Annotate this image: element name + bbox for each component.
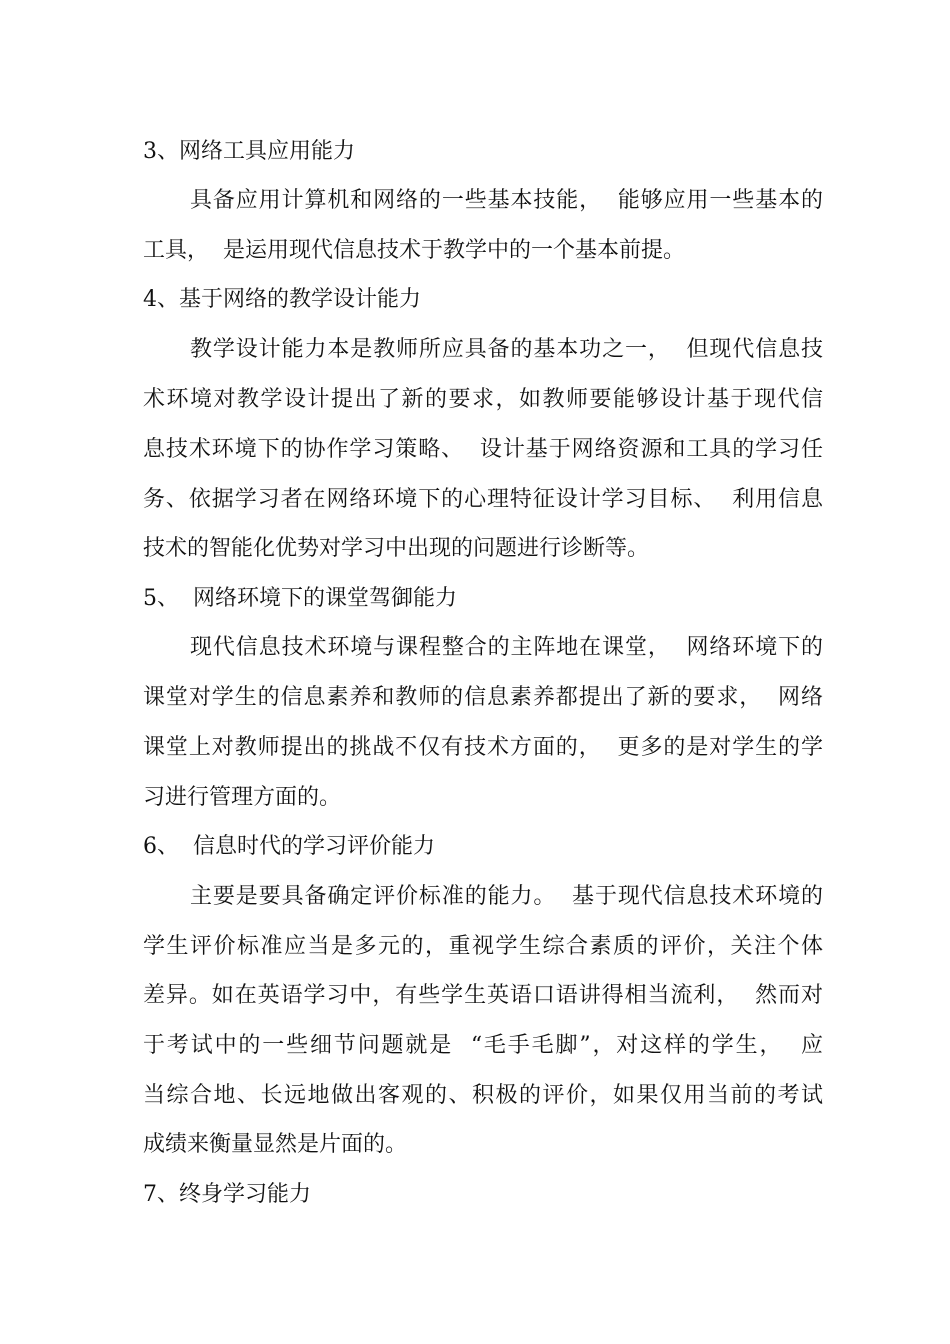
paragraph-line: 教学设计能力本是教师所应具备的基本功之一， 但现代信息技	[190, 337, 823, 362]
paragraph-line: 息技术环境下的协作学习策略、 设计基于网络资源和工具的学习任	[143, 437, 823, 462]
section-heading-6: 6、 信息时代的学习评价能力	[143, 834, 435, 859]
paragraph-line: 具备应用计算机和网络的一些基本技能， 能够应用一些基本的	[190, 188, 823, 213]
paragraph-line: 当综合地、长远地做出客观的、积极的评价，如果仅用当前的考试	[143, 1083, 823, 1108]
paragraph-line: 课堂对学生的信息素养和教师的信息素养都提出了新的要求， 网络	[143, 685, 823, 710]
paragraph-line: 成绩来衡量显然是片面的。	[143, 1132, 408, 1157]
paragraph-line: 务、依据学习者在网络环境下的心理特征设计学习目标、 利用信息	[143, 487, 823, 512]
section-heading-7: 7、终身学习能力	[143, 1182, 311, 1207]
paragraph-line: 学生评价标准应当是多元的，重视学生综合素质的评价，关注个体	[143, 934, 823, 959]
paragraph-line: 习进行管理方面的。	[143, 785, 342, 810]
paragraph-line: 术环境对教学设计提出了新的要求，如教师要能够设计基于现代信	[143, 387, 823, 412]
paragraph-line: 现代信息技术环境与课程整合的主阵地在课堂， 网络环境下的	[190, 635, 823, 660]
section-heading-4: 4、基于网络的教学设计能力	[143, 287, 421, 312]
section-heading-5: 5、 网络环境下的课堂驾御能力	[143, 586, 457, 611]
paragraph-line: 差异。如在英语学习中，有些学生英语口语讲得相当流利， 然而对	[143, 983, 823, 1008]
section-heading-3: 3、网络工具应用能力	[143, 139, 355, 164]
paragraph-line: 工具， 是运用现代信息技术于教学中的一个基本前提。	[143, 238, 685, 263]
paragraph-line: 主要是要具备确定评价标准的能力。 基于现代信息技术环境的	[190, 884, 823, 909]
paragraph-line: 技术的智能化优势对学习中出现的问题进行诊断等。	[143, 536, 650, 561]
paragraph-line: 于考试中的一些细节问题就是 “毛手毛脚”，对这样的学生， 应	[143, 1033, 823, 1058]
paragraph-line: 课堂上对教师提出的挑战不仅有技术方面的， 更多的是对学生的学	[143, 735, 823, 760]
